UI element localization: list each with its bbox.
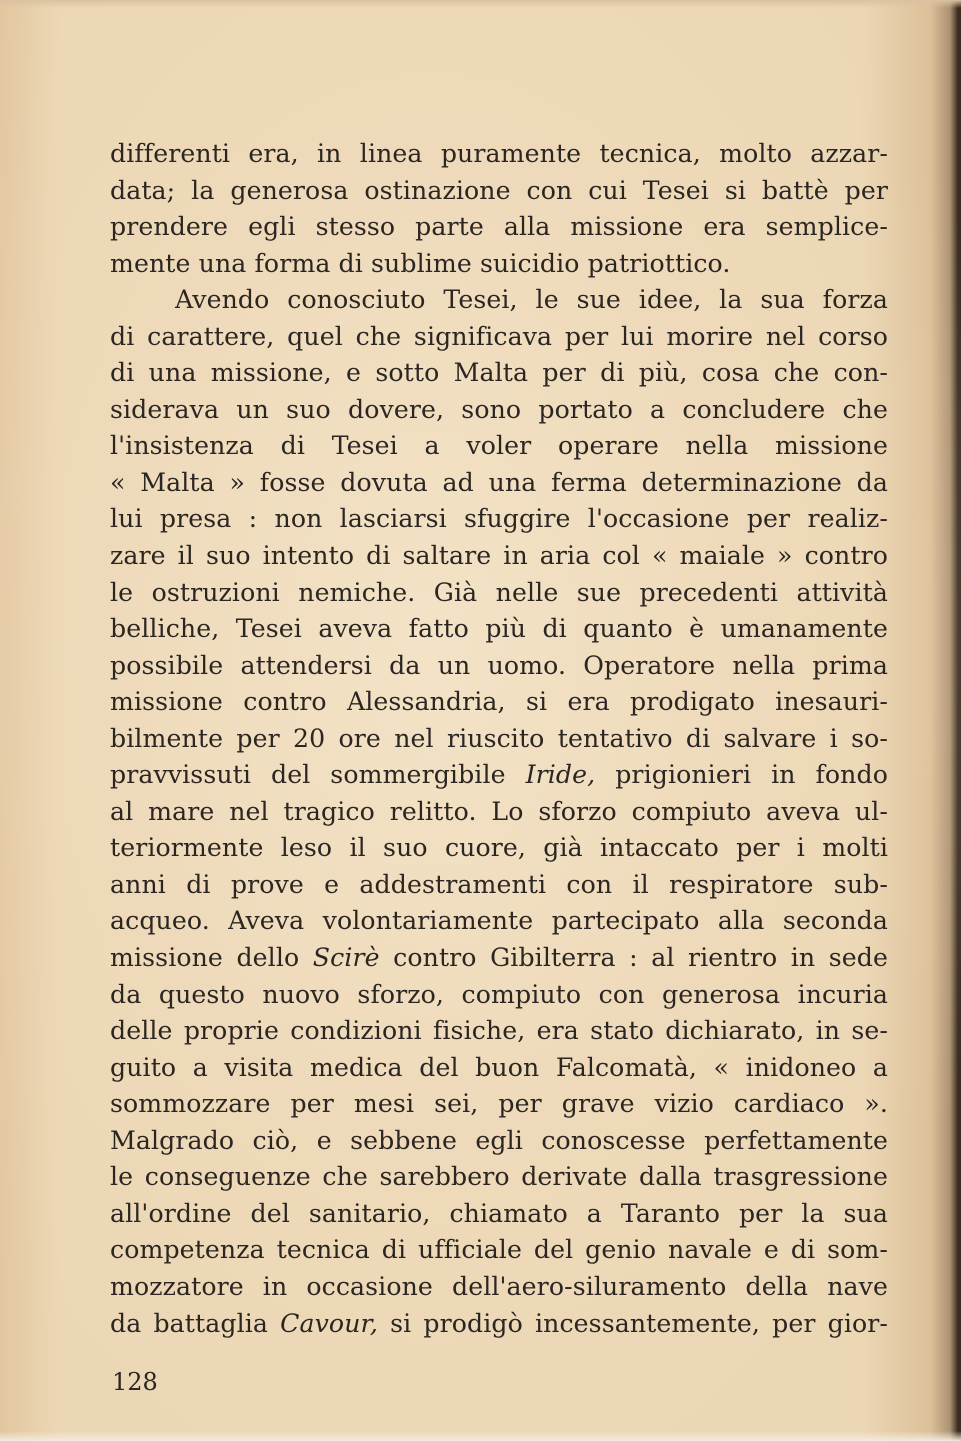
text-line: differenti era, in linea puramente tecnica, molto azzar- — [110, 139, 888, 168]
italic-title: Cavour, — [280, 1308, 378, 1338]
text-segment: da battaglia — [110, 1308, 268, 1338]
text-line: all'ordine del sanitario, chiamato a Taranto per la sua — [110, 1198, 888, 1228]
text-line: guito a visita medica del buon Falcomatà, « inidoneo a — [110, 1052, 888, 1082]
text-line: anni di prove e addestramenti con il respiratore sub- — [110, 869, 888, 899]
body-text — [110, 136, 888, 1342]
text-line: zare il suo intento di saltare in aria col « maiale » contro — [110, 541, 888, 571]
text-line: mozzatore in occasione dell'aero-siluramento della nave — [110, 1271, 888, 1301]
text-line: le ostruzioni nemiche. Già nelle sue precedenti attività — [110, 577, 888, 607]
text-line: da questo nuovo sforzo, compiuto con generosa incuria — [110, 979, 888, 1009]
page-top-edge — [0, 0, 961, 8]
text-line: competenza tecnica di ufficiale del genio navale e di som- — [110, 1235, 888, 1265]
text-line: belliche, Tesei aveva fatto più di quanto è umanamente — [110, 614, 888, 644]
italic-title: Scirè — [312, 943, 380, 973]
text-line: data; la generosa ostinazione con cui Tesei si battè per — [110, 175, 888, 205]
text-line — [110, 1306, 888, 1343]
text-line: le conseguenze che sarebbero derivate dalla trasgressione — [110, 1162, 888, 1192]
text-line: siderava un suo dovere, sono portato a concludere che — [110, 394, 888, 424]
text-segment: missione dello — [110, 943, 300, 973]
italic-title: Iride, — [525, 760, 596, 790]
text-line: acqueo. Aveva volontariamente partecipato alla seconda — [110, 906, 888, 936]
text-line: possibile attendersi da un uomo. Operatore nella prima — [110, 650, 888, 680]
text-line — [110, 757, 888, 794]
text-line: prendere egli stesso parte alla missione era semplice- — [110, 212, 888, 242]
text-line: bilmente per 20 ore nel riuscito tentativo di salvare i so- — [110, 723, 888, 753]
text-line: « Malta » fosse dovuta ad una ferma determinazione da — [110, 467, 888, 497]
text-segment: contro Gibilterra : al rientro in sede — [393, 943, 888, 973]
page-bottom-edge — [0, 1431, 961, 1441]
text-line: teriormente leso il suo cuore, già intaccato per i molti — [110, 833, 888, 863]
text-line: Avendo conosciuto Tesei, le sue idee, la sua forza — [175, 285, 888, 315]
text-line: di carattere, quel che significava per lui morire nel corso — [110, 321, 888, 351]
text-line: al mare nel tragico relitto. Lo sforzo compiuto aveva ul- — [110, 796, 888, 826]
text-line: l'insistenza di Tesei a voler operare nella missione — [110, 431, 888, 461]
page-number: 128 — [112, 1368, 158, 1396]
text-segment: si prodigò incessantemente, per gior- — [390, 1308, 888, 1338]
text-segment: pravvissuti del sommergibile — [110, 760, 506, 790]
text-line: delle proprie condizioni fisiche, era stato dichiarato, in se- — [110, 1016, 888, 1046]
text-line: Malgrado ciò, e sebbene egli conoscesse perfettamente — [110, 1125, 888, 1155]
text-line: sommozzare per mesi sei, per grave vizio cardiaco ». — [110, 1089, 888, 1119]
text-line: di una missione, e sotto Malta per di più, cosa che con- — [110, 358, 888, 388]
text-line: lui presa : non lasciarsi sfuggire l'occasione per realiz- — [110, 504, 888, 534]
text-line: mente una forma di sublime suicidio patriottico. — [110, 248, 731, 278]
text-line: missione contro Alessandria, si era prodigato inesauri- — [110, 687, 888, 717]
text-line — [110, 940, 888, 977]
text-segment: prigionieri in fondo — [615, 760, 888, 790]
